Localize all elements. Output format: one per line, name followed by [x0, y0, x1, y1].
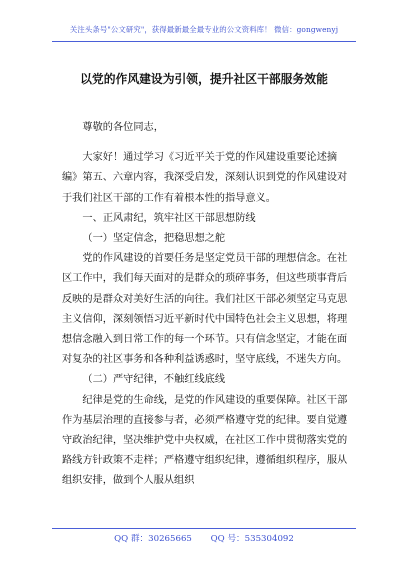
paragraph-faith: 党的作风建设的首要任务是坚定党员干部的理想信念。在社区工作中，我们每天面对的是群众的琐碎事务，但这些琐事背后反映的是群众对美好生活的向往。我们社区干部必须坚定马克思主义信仰，深刻领悟习近平新时代中国特色社会主义思想，将理想信念融入到日常工作的每一个环节。只有信念坚定，才能在面对复杂的社区事务和各种利益诱惑时，坚守底线，不迷失方向。	[62, 253, 348, 366]
section-heading-1: 一、正风肃纪，筑牢社区干部思想防线	[82, 212, 256, 224]
paragraph-discipline: 纪律是党的生命线，是党的作风建设的重要保障。社区干部作为基层治理的直接参与者，必须严格遵守党的纪律。要自觉遵守政治纪律，坚决维护党中央权威，在社区工作中贯彻落实党的路线方针政策不走样；严格遵守组织纪律，遵循组织程序，服从组织安排，做到个人服从组织	[62, 394, 348, 487]
footer-qq-number: QQ 号：535304092	[210, 534, 294, 544]
footer-divider	[52, 528, 356, 529]
document-body	[62, 118, 348, 492]
subsection-heading-1: （一）坚定信念，把稳思想之舵	[82, 233, 226, 245]
footer-qq-group: QQ 群：30265665	[114, 534, 192, 544]
header-divider	[52, 41, 356, 42]
paragraph-intro: 大家好！通过学习《习近平关于党的作风建设重要论述摘编》第五、六章内容，我深受启发，深刻认识到党的作风建设对于我们社区干部的工作有着根本性的指导意义。	[62, 152, 348, 204]
header-note: 关注头条号"公文研究"，获得最新最全最专业的公文资料库！ 微信：gongwenyj	[69, 25, 339, 34]
salutation: 尊敬的各位同志，	[82, 122, 164, 133]
document-title: 以党的作风建设为引领，提升社区干部服务效能	[80, 72, 328, 86]
subsection-heading-2: （二）严守纪律，不触红线底线	[82, 374, 226, 386]
footer-note	[0, 532, 408, 544]
